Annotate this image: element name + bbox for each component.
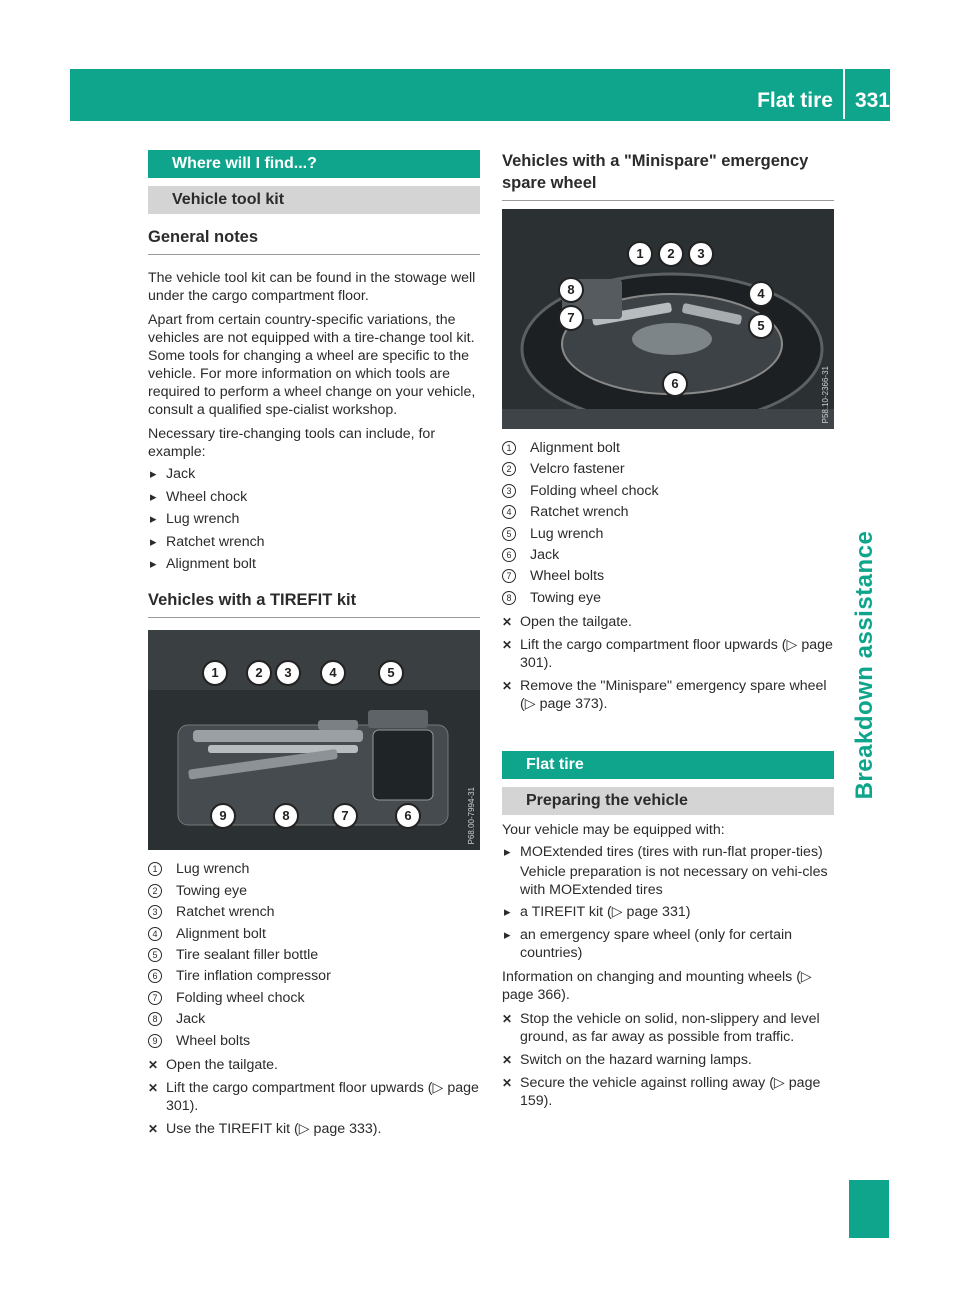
section-bar-tool-kit: Vehicle tool kit: [148, 186, 480, 214]
legend-label: Towing eye: [176, 882, 247, 899]
legend-number: 8: [502, 591, 516, 605]
minispare-steps: [502, 613, 834, 713]
callout-7: 7: [558, 305, 584, 331]
legend-item: [148, 1032, 480, 1050]
instruction-step: ✕ Secure the vehicle against rolling away (▷ page 159).: [502, 1074, 834, 1110]
tirefit-steps: [148, 1056, 480, 1138]
legend-number: 1: [502, 441, 516, 455]
tools-list: [148, 465, 480, 573]
legend-label: Alignment bolt: [176, 925, 266, 942]
paragraph: Your vehicle may be equipped with:: [502, 821, 725, 838]
legend-label: Tire sealant filler bottle: [176, 946, 319, 963]
legend-label: Towing eye: [530, 589, 601, 606]
legend-item: [502, 589, 834, 607]
legend-item: [502, 439, 834, 457]
instruction-step: ✕ Open the tailgate.: [148, 1056, 480, 1074]
legend-label: Jack: [176, 1011, 206, 1028]
heading-minispare: Vehicles with a "Minispare" emergency spare wheel: [502, 150, 834, 201]
equipment-list: [502, 843, 834, 962]
legend-label: Tire inflation compressor: [176, 968, 331, 985]
callout-4: 4: [748, 281, 774, 307]
legend-label: Velcro fastener: [530, 461, 625, 478]
equipment-note: Vehicle preparation is not necessary on vehi-cles with MOExtended tires: [520, 863, 828, 898]
legend-item: [502, 546, 834, 564]
legend-number: 2: [502, 462, 516, 476]
instruction-step: ✕ Open the tailgate.: [502, 613, 834, 631]
instruction-step: ✕ Remove the "Minispare" emergency spare wheel (▷ page 373).: [502, 677, 834, 713]
callout-6: 6: [395, 803, 421, 829]
callout-1: 1: [202, 660, 228, 686]
legend-number: 6: [502, 548, 516, 562]
section-bar-preparing: Preparing the vehicle: [502, 787, 834, 815]
side-tab: [845, 500, 885, 830]
legend-item: [148, 925, 480, 943]
legend-label: Wheel bolts: [176, 1032, 251, 1049]
legend-number: 7: [502, 569, 516, 583]
legend-item: [502, 503, 834, 521]
legend-number: 4: [148, 927, 162, 941]
legend-number: 3: [502, 484, 516, 498]
legend-item: [148, 882, 480, 900]
legend-item: [502, 482, 834, 500]
photo-caption: P58.10-2366-31: [821, 365, 830, 423]
tool-item: ▸ Ratchet wrench: [148, 533, 480, 551]
legend-number: 2: [148, 884, 162, 898]
callout-1: 1: [627, 241, 653, 267]
tool-item: ▸ Jack: [148, 465, 480, 483]
legend-label: Jack: [530, 546, 560, 563]
callout-5: 5: [748, 313, 774, 339]
legend-label: Folding wheel chock: [530, 482, 659, 499]
equipment-text: an emergency spare wheel (only for certain countries): [520, 926, 793, 961]
tool-item: ▸ Alignment bolt: [148, 555, 480, 573]
header-separator: [843, 67, 845, 119]
legend-number: 7: [148, 991, 162, 1005]
callout-5: 5: [378, 660, 404, 686]
legend-item: [148, 1010, 480, 1028]
equipment-text: a TIREFIT kit (▷ page 331): [520, 904, 691, 921]
tirefit-kit-illustration: [148, 630, 480, 850]
legend-label: Wheel bolts: [530, 568, 605, 585]
instruction-step: ✕ Lift the cargo compartment floor upwards (▷ page 301).: [148, 1079, 480, 1115]
legend-item: [148, 946, 480, 964]
instruction-step: ✕ Switch on the hazard warning lamps.: [502, 1051, 834, 1069]
legend-item: [148, 967, 480, 985]
legend-label: Ratchet wrench: [530, 504, 629, 521]
legend-number: 6: [148, 969, 162, 983]
tool-item: ▸ Lug wrench: [148, 510, 480, 528]
legend-label: Folding wheel chock: [176, 989, 305, 1006]
callout-3: 3: [688, 241, 714, 267]
legend-number: 4: [502, 505, 516, 519]
legend-number: 5: [502, 527, 516, 541]
equipment-item: [502, 926, 834, 962]
equipment-text: MOExtended tires (tires with run-flat proper-ties): [520, 843, 823, 860]
side-tab-label: Breakdown assistance: [851, 530, 878, 800]
section-bar-flat-tire: Flat tire: [502, 751, 834, 779]
callout-6: 6: [662, 371, 688, 397]
paragraph: The vehicle tool kit can be found in the stowage well under the cargo compartment floor.: [148, 270, 476, 304]
minispare-photo: [502, 209, 834, 429]
callout-9: 9: [210, 803, 236, 829]
paragraph: Necessary tire-changing tools can include, for example:: [148, 426, 436, 460]
callout-3: 3: [275, 660, 301, 686]
legend-item: [502, 567, 834, 585]
paragraph: Information on changing and mounting wheels (▷ page 366).: [502, 968, 812, 1003]
legend-item: [502, 460, 834, 478]
instruction-step: ✕ Stop the vehicle on solid, non-slippery and level ground, as far away as possible from traffic.: [502, 1010, 834, 1046]
minispare-legend: [502, 439, 834, 607]
legend-number: 1: [148, 862, 162, 876]
photo-caption: P68.00-7994-31: [467, 786, 476, 845]
preparing-steps: [502, 1010, 834, 1110]
legend-number: 8: [148, 1012, 162, 1026]
tirefit-legend: [148, 860, 480, 1049]
callout-7: 7: [332, 803, 358, 829]
legend-label: Lug wrench: [530, 525, 604, 542]
legend-number: 9: [148, 1034, 162, 1048]
header-section-title: Flat tire: [757, 89, 833, 112]
side-tab-block: [849, 1180, 889, 1238]
legend-label: Alignment bolt: [530, 440, 620, 456]
instruction-step: ✕ Use the TIREFIT kit (▷ page 333).: [148, 1120, 480, 1138]
legend-label: Lug wrench: [176, 861, 250, 878]
tirefit-kit-photo: [148, 630, 480, 850]
paragraph: Apart from certain country-specific variations, the vehicles are not equipped with a tire-change tool kit. Some tools for changing a wheel are specific to the vehicle. For more information on which tools are required to perform a wheel change on your vehicle, consult a qualified spe-cialist workshop.: [148, 312, 476, 418]
section-bar-where-find: Where will I find...?: [148, 150, 480, 178]
instruction-step: ✕ Lift the cargo compartment floor upwards (▷ page 301).: [502, 636, 834, 672]
legend-item: [148, 989, 480, 1007]
page-number: 331: [854, 89, 890, 112]
legend-label: Ratchet wrench: [176, 904, 275, 921]
callout-2: 2: [658, 241, 684, 267]
header-title: [757, 86, 890, 116]
right-column: [502, 150, 834, 1115]
legend-item: [502, 525, 834, 543]
legend-item: [148, 903, 480, 921]
left-column: [148, 150, 480, 1143]
legend-item: [148, 860, 480, 878]
callout-4: 4: [320, 660, 346, 686]
tool-item: ▸ Wheel chock: [148, 488, 480, 506]
callout-8: 8: [558, 277, 584, 303]
callout-8: 8: [273, 803, 299, 829]
heading-tirefit: Vehicles with a TIREFIT kit: [148, 589, 480, 618]
equipment-item: [502, 843, 834, 899]
legend-number: 5: [148, 948, 162, 962]
callout-2: 2: [246, 660, 272, 686]
heading-general-notes: General notes: [148, 226, 480, 255]
legend-number: 3: [148, 905, 162, 919]
equipment-item: [502, 903, 834, 921]
